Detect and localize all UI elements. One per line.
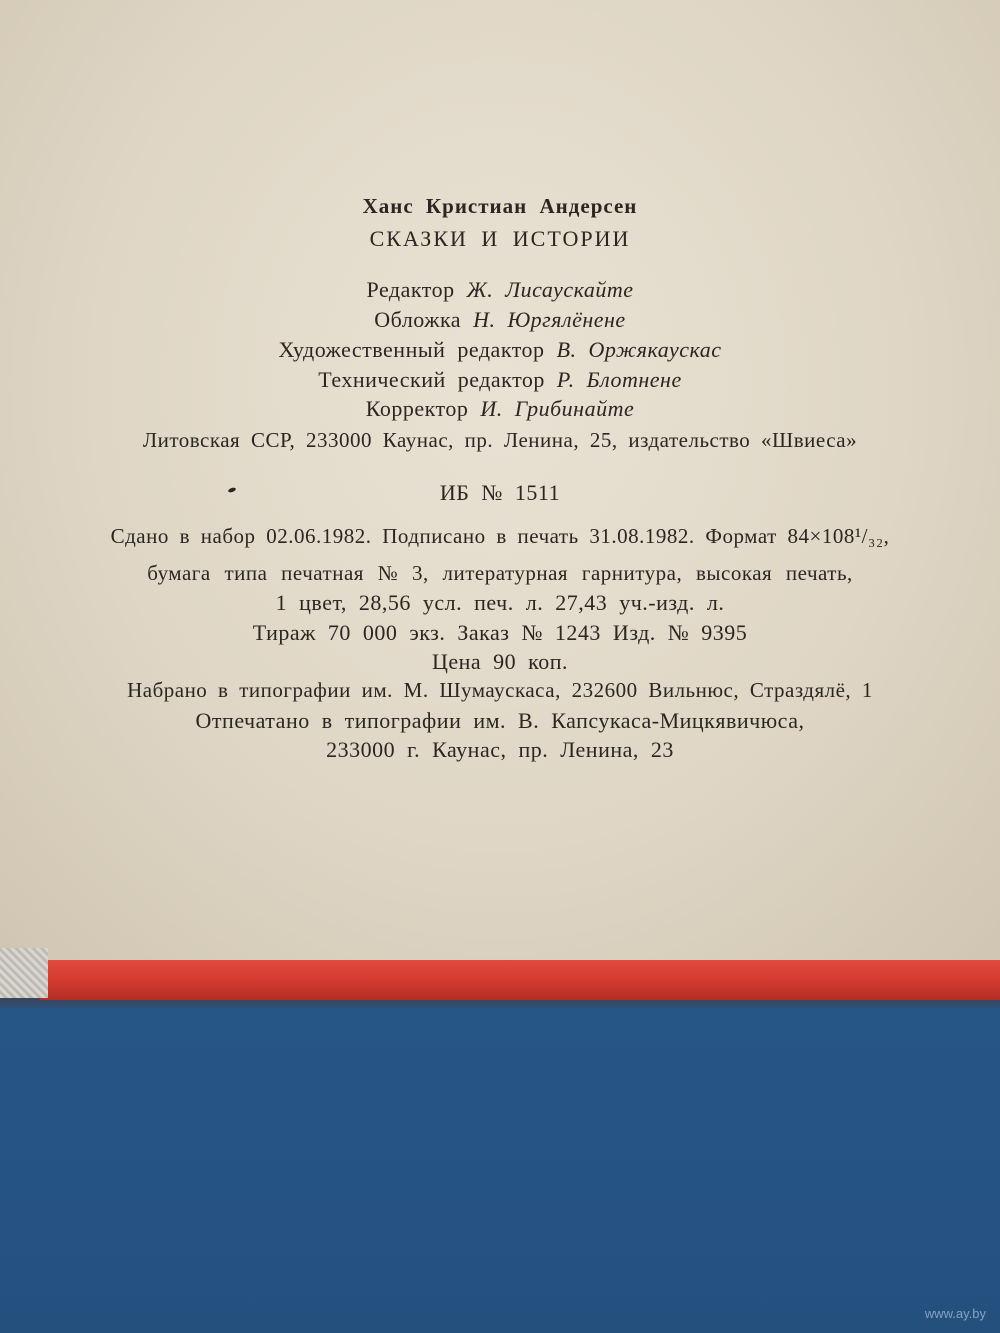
credit-name: Р. Блотнене [556, 367, 682, 392]
credit-name: В. Оржякаускас [556, 337, 722, 362]
credit-name: И. Грибинайте [480, 396, 635, 421]
imprint-line: Отпечатано в типографии им. В. Капсукаса-Мицкявичюса, [195, 708, 805, 733]
imprint-line: Тираж 70 000 экз. Заказ № 1243 Изд. № 9395 [252, 620, 748, 645]
imprint-line: Сдано в набор 02.06.1982. Подписано в печать 31.08.1982. Формат 84×108¹/₃₂, [110, 524, 890, 548]
credit-name: Ж. Лисаускайте [466, 277, 634, 302]
credit-proofreader [0, 396, 1000, 422]
credit-cover [0, 307, 1000, 333]
imprint-line: Набрано в типографии им. М. Шумаускаса, 232600 Вильнюс, Страздялё, 1 [127, 678, 873, 702]
credit-editor [0, 277, 1000, 303]
cloth-spine [0, 948, 48, 998]
site-watermark: www.ay.by [924, 1306, 986, 1321]
credit-tech-editor [0, 367, 1000, 393]
imprint-line: 1 цвет, 28,56 усл. печ. л. 27,43 уч.-изд. л. [275, 590, 725, 615]
ib-number: ИБ № 1511 [439, 480, 561, 505]
credit-art-editor [0, 337, 1000, 363]
book-author: Ханс Кристиан Андерсен [362, 194, 638, 218]
credit-role: Корректор [365, 396, 469, 421]
imprint-line: бумага типа печатная № 3, литературная гарнитура, высокая печать, [147, 561, 853, 585]
price-line: Цена 90 коп. [431, 649, 569, 674]
credit-name: Н. Юргялёнене [473, 307, 626, 332]
red-book-cover [40, 960, 1000, 1000]
credit-role: Обложка [374, 307, 462, 332]
credit-role: Художественный редактор [278, 337, 545, 362]
book-title: СКАЗКИ И ИСТОРИИ [369, 226, 631, 251]
imprint-line: 233000 г. Каунас, пр. Ленина, 23 [326, 737, 674, 762]
credit-role: Технический редактор [318, 367, 545, 392]
publisher-address: Литовская ССР, 233000 Каунас, пр. Ленина, 25, издательство «Швиеса» [142, 428, 858, 452]
credit-role: Редактор [366, 277, 455, 302]
